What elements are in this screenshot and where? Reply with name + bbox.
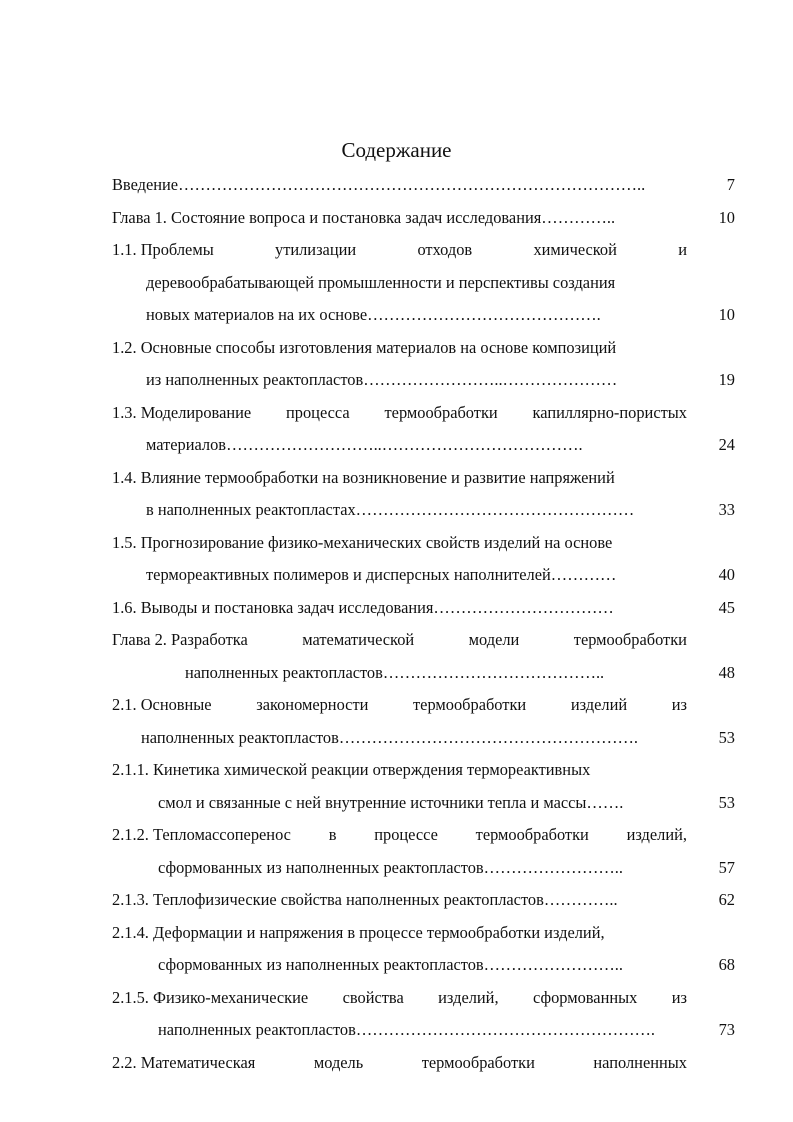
toc-entry-1-4[interactable]: 1.4. Влияние термообработки на возникновение и развитие напряжений [112, 468, 615, 487]
toc-entry-word: отходов [417, 240, 473, 259]
toc-entry-continuation: материалов………………………..………………………………. [146, 435, 583, 454]
toc-page-number: 53 [718, 728, 735, 747]
toc-page-number: 19 [718, 370, 735, 389]
toc-entry-2-1-3[interactable]: 2.1.3. Теплофизические свойства наполненных реактопластов………….. [112, 890, 618, 909]
toc-entry-continuation: сформованных из наполненных реактопластов…………………….. [158, 858, 623, 877]
toc-entry-continuation: термореактивных полимеров и дисперсных наполнителей………… [146, 565, 617, 584]
toc-page-number: 62 [718, 890, 735, 909]
toc-page-number: 7 [726, 175, 735, 194]
toc-entry-word: термообработки [413, 695, 527, 714]
toc-leader-dots: …………………….. [483, 955, 623, 974]
toc-entry-continuation: смол и связанные с ней внутренние источники тепла и массы……. [158, 793, 624, 812]
toc-entry-word: процессе [374, 825, 438, 844]
toc-page-number: 24 [718, 435, 735, 454]
toc-entry-continuation: из наполненных реактопластов……………………..………………… [146, 370, 618, 389]
toc-page-number: 48 [718, 663, 735, 682]
toc-entry-word: термообработки [421, 1053, 535, 1072]
toc-entry-2-2[interactable] [112, 1052, 687, 1074]
toc-leader-dots: …………………………………………… [355, 500, 635, 519]
toc-leader-dots: ………………………..………………………………. [226, 435, 583, 454]
toc-entry-word: термообработки [475, 825, 589, 844]
toc-entry-word: модели [468, 630, 520, 649]
toc-page-number: 57 [718, 858, 735, 877]
toc-entry-word: из [671, 695, 687, 714]
toc-entry-label: Глава 1. Состояние вопроса и постановка задач исследования [112, 208, 542, 227]
toc-entry-word: модель [313, 1053, 364, 1072]
toc-leader-dots: ……………………..………………… [363, 370, 618, 389]
toc-entry-2-1-2[interactable] [112, 824, 687, 846]
toc-leader-dots: ………………………………………………………………………….. [178, 175, 646, 194]
toc-entry-1-5[interactable]: 1.5. Прогнозирование физико-механических свойств изделий на основе [112, 533, 613, 552]
toc-entry-introduction[interactable] [112, 174, 687, 196]
toc-entry-1-2[interactable]: 1.2. Основные способы изготовления материалов на основе композиций [112, 338, 617, 357]
toc-entry-continuation: в наполненных реактопластах…………………………………………… [146, 500, 635, 519]
toc-page-number: 45 [718, 598, 735, 617]
toc-entry-2-1[interactable] [112, 694, 687, 716]
toc-entry-word: наполненных [593, 1053, 687, 1072]
toc-entry-2-1-4[interactable]: 2.1.4. Деформации и напряжения в процессе термообработки изделий, [112, 923, 605, 942]
page-title: Содержание [341, 138, 452, 162]
toc-page-number: 10 [718, 305, 735, 324]
toc-leader-dots: ……. [586, 793, 624, 812]
toc-entry-1-6[interactable]: 1.6. Выводы и постановка задач исследования…………………………… [112, 598, 614, 617]
toc-entry-continuation: новых материалов на их основе……………………………………. [146, 305, 601, 324]
toc-leader-dots: ………………………………………………. [355, 1020, 656, 1039]
toc-entry-word: и [678, 240, 687, 259]
toc-entry-word: капиллярно-пористых [532, 403, 687, 422]
toc-leader-dots: ………….. [541, 208, 616, 227]
toc-page-number: 10 [718, 208, 735, 227]
toc-leader-dots: ………….. [543, 890, 618, 909]
toc-entry-number-and-word: 2.2. Математическая [112, 1053, 256, 1072]
toc-page-number: 73 [718, 1020, 735, 1039]
toc-leader-dots: ………………………………….. [382, 663, 605, 682]
toc-entry-1-3[interactable] [112, 402, 687, 424]
toc-entry-word: изделий, [438, 988, 499, 1007]
toc-entry-2-1-1[interactable]: 2.1.1. Кинетика химической реакции отверждения термореактивных [112, 760, 591, 779]
toc-entry-continuation: наполненных реактопластов………………………………………………. [141, 728, 639, 747]
toc-leader-dots: ………………………………………………. [338, 728, 639, 747]
toc-entry-1-1[interactable] [112, 239, 687, 261]
toc-entry-chapter-1[interactable] [112, 207, 687, 229]
toc-entry-word: свойства [342, 988, 404, 1007]
toc-entry-word: термообработки [384, 403, 498, 422]
toc-entry-label: Введение [112, 175, 179, 194]
toc-entry-word: закономерности [256, 695, 369, 714]
toc-leader-dots: …………………….. [483, 858, 623, 877]
toc-entry-word: утилизации [275, 240, 357, 259]
toc-entry-word: в [328, 825, 337, 844]
toc-entry-chapter-2[interactable] [112, 629, 687, 651]
toc-entry-number-and-word: 2.1.2. Тепломассоперенос [112, 825, 291, 844]
toc-page-number: 68 [718, 955, 735, 974]
toc-entry-word: сформованных [532, 988, 638, 1007]
toc-entry-continuation: наполненных реактопластов………………………………….. [185, 663, 605, 682]
toc-entry-continuation: сформованных из наполненных реактопластов…………………….. [158, 955, 623, 974]
toc-entry-number-and-word: 2.1. Основные [112, 695, 212, 714]
toc-entry-word: процесса [286, 403, 350, 422]
toc-page-number: 33 [718, 500, 735, 519]
toc-entry-continuation: деревообрабатывающей промышленности и перспективы создания [146, 273, 616, 292]
toc-leader-dots: ………… [550, 565, 617, 584]
toc-entry-word: из [671, 988, 687, 1007]
toc-entry-number-and-word: 1.1. Проблемы [112, 240, 214, 259]
toc-entry-number-and-word: 2.1.5. Физико-механические [112, 988, 309, 1007]
toc-entry-2-1-5[interactable] [112, 987, 687, 1009]
toc-page-number: 40 [718, 565, 735, 584]
toc-leader-dots: …………………………… [433, 598, 614, 617]
toc-entry-word: химической [533, 240, 617, 259]
toc-entry-number-and-word: 1.3. Моделирование [112, 403, 252, 422]
toc-entry-word: термообработки [573, 630, 687, 649]
toc-entry-word: изделий [570, 695, 628, 714]
toc-entry-word: Глава 2. Разработка [112, 630, 248, 649]
toc-entry-continuation: наполненных реактопластов………………………………………………. [158, 1020, 656, 1039]
toc-leader-dots: ……………………………………. [367, 305, 601, 324]
toc-entry-word: математической [302, 630, 415, 649]
toc-entry-word: изделий, [626, 825, 687, 844]
toc-page-number: 53 [718, 793, 735, 812]
